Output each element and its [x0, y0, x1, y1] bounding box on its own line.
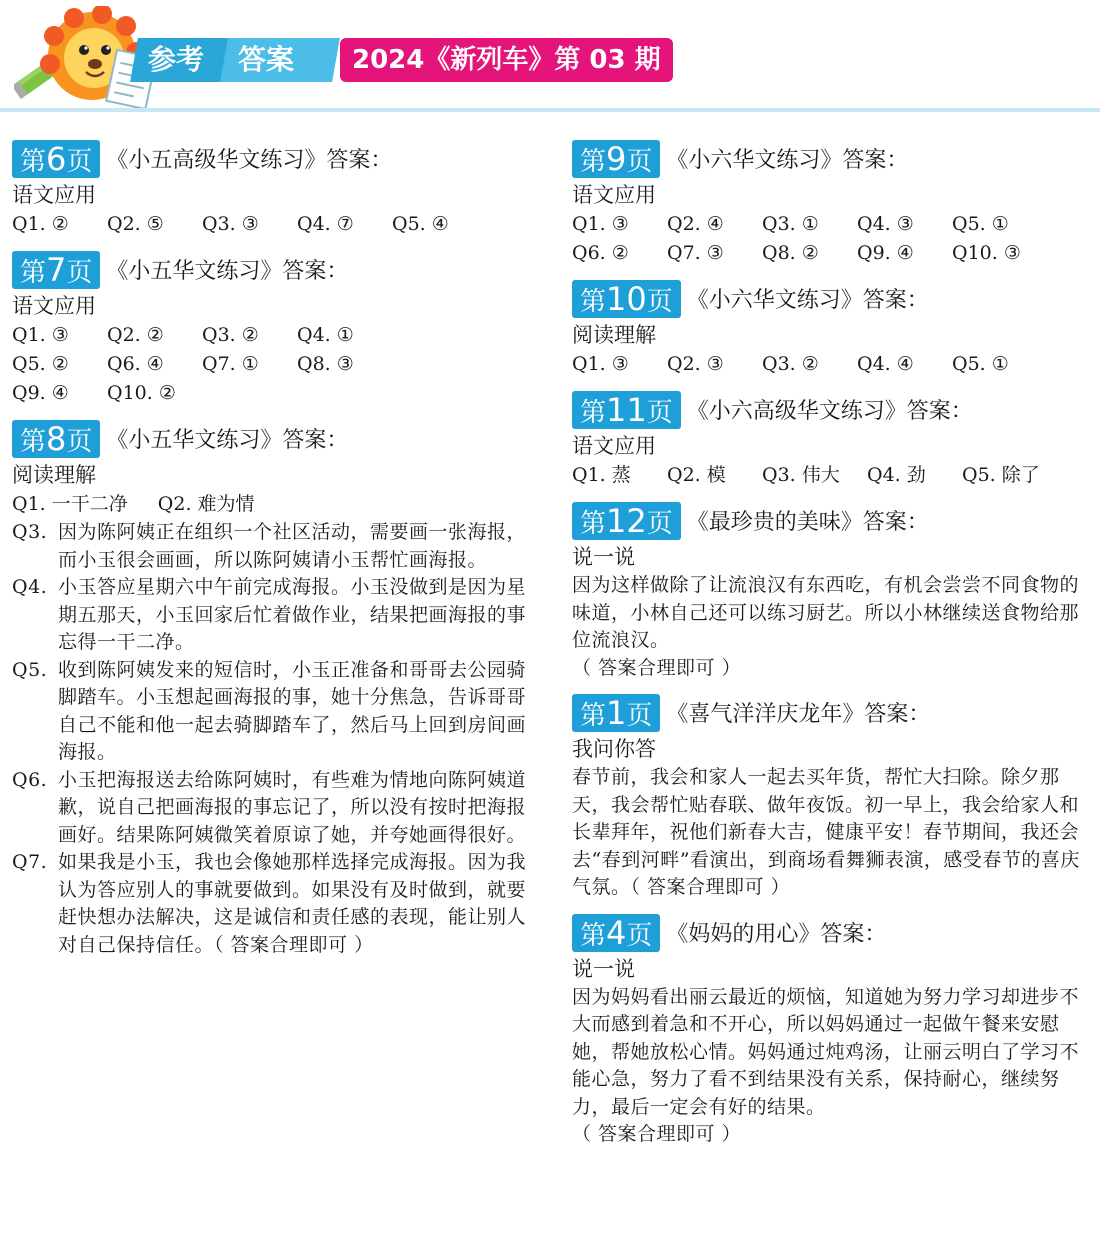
- section-title: 《小六华文练习》答案：: [666, 148, 909, 173]
- section-subtitle: 阅读理解: [12, 463, 96, 487]
- section-subtitle: 说一说: [572, 545, 635, 569]
- page-badge: 第7页: [12, 251, 100, 289]
- section-subtitle: 我问你答: [572, 737, 656, 761]
- section-subtitle: 语文应用: [12, 294, 96, 318]
- page-badge: 第6页: [12, 140, 100, 178]
- answer-item: Q3. 伟大: [762, 464, 840, 486]
- answer-item: Q5. 除了: [962, 464, 1040, 486]
- answer-item: Q4. ③: [857, 213, 914, 235]
- answer-item: Q5. ①: [952, 353, 1009, 375]
- answer-item: Q4. ①: [297, 324, 354, 346]
- header-divider: [0, 108, 1100, 112]
- answer-item: Q5. ④: [392, 213, 449, 235]
- answer-paragraph: 因为妈妈看出丽云最近的烦恼，知道她为努力学习却进步不大而感到着急和不开心，所以妈妈通过一起做午餐来安慰她，帮她放松心情。妈妈通过炖鸡汤，让丽云明白了学习不能心急，努力了看不到结果没有关系，保持耐心，继续努力，最后一定会有好的结果。: [572, 985, 1080, 1118]
- answer-paragraph: 春节前，我会和家人一起去买年货，帮忙大扫除。除夕那天，我会帮忙贴春联、做年夜饭。初一早上，我会给家人和长辈拜年，祝他们新春大吉，健康平安！春节期间，我还会去“春到河畔”看演出，到商场看舞狮表演，感受春节的喜庆气氛。（ 答案合理即可 ）: [572, 766, 1080, 898]
- page-badge: 第8页: [12, 420, 100, 458]
- answer-item: Q2. ⑤: [107, 213, 164, 235]
- question-number: Q3.: [12, 521, 48, 543]
- answer-row: [12, 350, 542, 379]
- page-badge: 第9页: [572, 140, 660, 178]
- answer-row: [572, 461, 1092, 490]
- section-subtitle: 语文应用: [572, 183, 656, 207]
- section-title: 《妈妈的用心》答案：: [666, 921, 887, 947]
- question-number: Q7.: [12, 851, 48, 873]
- answer-text: 小玉把海报送去给陈阿姨时，有些难为情地向陈阿姨道歉，说自己把画海报的事忘记了，所以没有按时把海报画好。结果陈阿姨微笑着原谅了她，并夸她画得很好。: [58, 768, 527, 846]
- answer-row: [12, 210, 542, 239]
- short-answer-row: [12, 490, 542, 519]
- section-page-4: [572, 910, 1092, 1149]
- issue-title: 2024《新列车》第 03 期: [340, 38, 673, 82]
- answer-item: Q2. ④: [667, 213, 724, 235]
- page-badge: 第4页: [572, 914, 660, 952]
- answer-item: Q3. ②: [202, 324, 259, 346]
- right-column: [572, 136, 1092, 1157]
- answer-item: Q2. ②: [107, 324, 164, 346]
- answer-tag: 答案: [220, 38, 340, 82]
- answer-item: Q9. ④: [12, 382, 69, 404]
- answer-item: Q1. ③: [572, 213, 629, 235]
- answer-item: Q5. ①: [952, 213, 1009, 235]
- section-subtitle: 说一说: [572, 956, 635, 981]
- answer-row: [12, 379, 542, 408]
- answer-item: Q1. 蒸: [572, 464, 631, 486]
- answer-item: Q4. ⑦: [297, 213, 354, 235]
- answer-text: 收到陈阿姨发来的短信时，小玉正准备和哥哥去公园骑脚踏车。小玉想起画海报的事，她十分焦急，告诉哥哥自己不能和他一起去骑脚踏车了，然后马上回到房间画海报。: [58, 658, 527, 763]
- answer-item: Q1. ②: [12, 213, 69, 235]
- header: [0, 0, 1100, 120]
- page-badge: 第10页: [572, 280, 681, 318]
- section-page-9: [572, 136, 1092, 268]
- answer-item: Q8. ②: [762, 242, 819, 264]
- answer-item: Q1. ③: [572, 353, 629, 375]
- answer-paragraph: 因为这样做除了让流浪汉有东西吃，有机会尝尝不同食物的味道，小林自己还可以练习厨艺。所以小林继续送食物给那位流浪汉。: [572, 574, 1080, 651]
- section-title: 《小五高级华文练习》答案：: [106, 148, 393, 173]
- page-badge: 第11页: [572, 391, 681, 429]
- question-number: Q5.: [12, 658, 48, 681]
- answer-item: Q2. 模: [667, 464, 726, 486]
- answer-note: （ 答案合理即可 ）: [572, 656, 742, 679]
- section-title: 《小五华文练习》答案：: [106, 428, 349, 453]
- section-title: 《小六高级华文练习》答案：: [686, 399, 973, 424]
- section-subtitle: 语文应用: [572, 434, 656, 458]
- answer-item: Q2. 难为情: [157, 493, 255, 515]
- answer-row: [572, 350, 1092, 379]
- section-page-6: [12, 136, 542, 239]
- section-title: 《喜气洋洋庆龙年》答案：: [666, 702, 931, 727]
- answer-item: Q4. ④: [857, 353, 914, 375]
- answer-item: Q9. ④: [857, 242, 914, 264]
- question-number: Q4.: [12, 576, 48, 598]
- answer-item: Q3. ②: [762, 353, 819, 375]
- answer-item: Q7. ①: [202, 353, 259, 375]
- long-answer: [12, 849, 542, 959]
- section-title: 《最珍贵的美味》答案：: [686, 510, 929, 535]
- answer-text: 如果我是小玉，我也会像她那样选择完成海报。因为我认为答应别人的事就要做到。如果没有及时做到，就要赶快想办法解决，这是诚信和责任感的表现，能让别人对自己保持信任。（ 答案合理即可 ）: [58, 851, 527, 956]
- section-page-1: [572, 690, 1092, 902]
- section-page-8: [12, 416, 542, 959]
- section-page-11: [572, 387, 1092, 490]
- section-subtitle: 语文应用: [12, 183, 96, 207]
- section-title: 《小六华文练习》答案：: [686, 288, 929, 313]
- answer-item: Q1. 一干二净: [12, 493, 128, 515]
- question-number: Q6.: [12, 768, 48, 791]
- long-answer: [12, 767, 542, 850]
- answer-item: Q5. ②: [12, 353, 69, 375]
- answer-item: Q4. 劲: [867, 464, 926, 486]
- answer-row: [572, 210, 1092, 239]
- section-title: 《小五华文练习》答案：: [106, 259, 349, 284]
- section-page-12: [572, 498, 1092, 682]
- section-page-10: [572, 276, 1092, 379]
- answer-row: [12, 321, 542, 350]
- long-answer: [12, 519, 542, 574]
- answer-note: （ 答案合理即可 ）: [572, 1123, 742, 1145]
- page-badge: 第12页: [572, 502, 681, 540]
- reference-tag: 参考: [130, 38, 236, 82]
- answer-item: Q10. ③: [952, 242, 1021, 264]
- answer-text: 因为陈阿姨正在组织一个社区活动，需要画一张海报，而小玉很会画画，所以陈阿姨请小玉帮忙画海报。: [58, 521, 527, 571]
- section-page-7: [12, 247, 542, 408]
- left-column: [12, 136, 542, 967]
- long-answer: [12, 657, 542, 767]
- answer-item: Q3. ③: [202, 213, 259, 235]
- answer-row: [572, 239, 1092, 268]
- answer-item: Q3. ①: [762, 213, 819, 235]
- section-subtitle: 阅读理解: [572, 323, 656, 347]
- answer-item: Q10. ②: [107, 382, 176, 404]
- answer-item: Q6. ④: [107, 353, 164, 375]
- answer-item: Q2. ③: [667, 353, 724, 375]
- answer-item: Q7. ③: [667, 242, 724, 264]
- answer-item: Q8. ③: [297, 353, 354, 375]
- answer-item: Q6. ②: [572, 242, 629, 264]
- long-answer: [12, 574, 542, 657]
- answer-item: Q1. ③: [12, 324, 69, 346]
- answer-text: 小玉答应星期六中午前完成海报。小玉没做到是因为星期五那天，小玉回家后忙着做作业，结果把画海报的事忘得一干二净。: [58, 576, 527, 653]
- page-badge: 第1页: [572, 694, 660, 732]
